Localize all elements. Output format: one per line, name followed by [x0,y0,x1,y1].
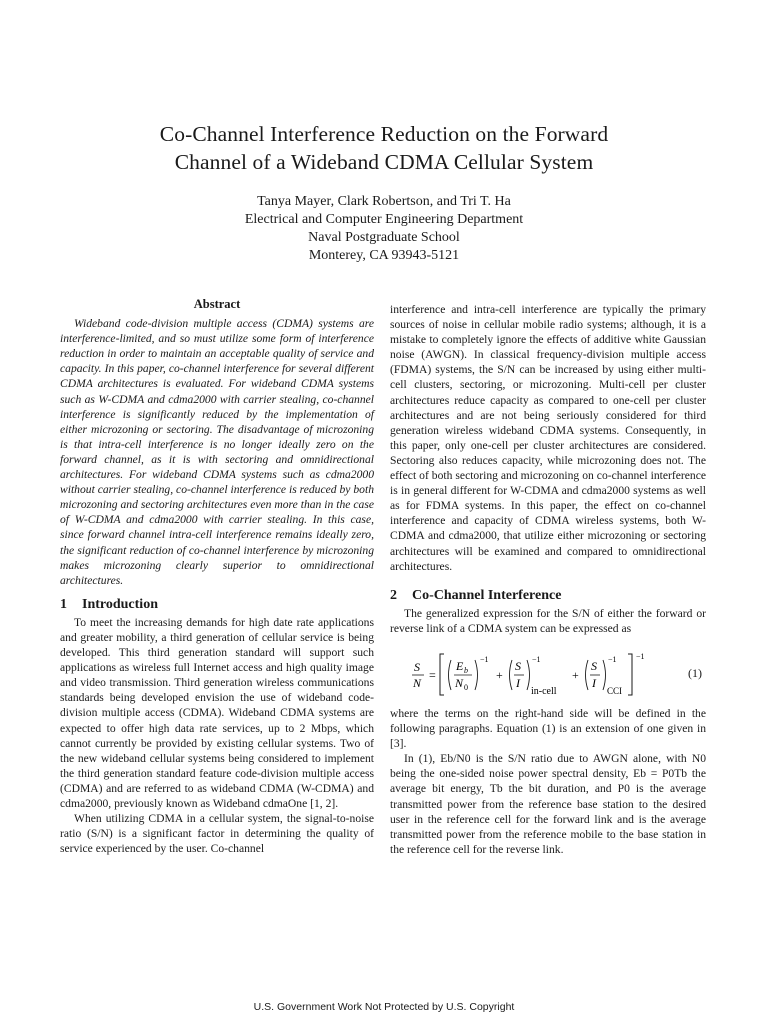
author-block [0,193,768,265]
eq-t1-den: N [455,675,464,690]
eq-left-bracket [440,654,444,695]
section-title: Co-Channel Interference [412,587,562,603]
eq-t1-num: E [456,658,464,673]
eq-equals: = [429,667,436,682]
equation-number: (1) [688,665,702,680]
eq-t2-num: S [515,658,521,673]
cochannel-heading [390,588,706,603]
equation-1 [390,650,706,700]
author-names: Tanya Mayer, Clark Robertson, and Tri T. Ha [257,194,511,209]
eq-paren [586,660,589,690]
cochannel-paragraph-2: In (1), Eb/N0 is the S/N ratio due to AWGN alone, with N0 being the one-sided noise power spectral density, Eb = P0Tb the average bit energy, Tb the bit duration, and P0 is the average transmitted power from the reference base station to the desired user in the reference cell for the forward link and is the average transmitted power from the reference mobile to the base station in the reference cell for the reverse link. [390,752,706,856]
eq-paren [510,660,513,690]
eq-exponent: −1 [608,654,617,664]
affiliation-line-2: Naval Postgraduate School [308,230,460,245]
eq-paren [603,660,606,690]
affiliation-line-3: Monterey, CA 93943-5121 [308,248,460,263]
section-title: Introduction [82,596,158,612]
eq-exponent: −1 [636,651,645,661]
eq-right-bracket [628,654,632,695]
eq-t3-num: S [591,658,597,673]
abstract-heading: Abstract [193,297,241,311]
eq-plus: + [572,667,579,682]
eq-t2-den: I [516,675,520,690]
eq-t1-den-sub: 0 [464,682,468,692]
cochannel-intro-paragraph: The generalized expression for the S/N of either the forward or reverse link of a CDMA system can be expressed as [390,606,706,635]
eq-t3-den: I [592,675,596,690]
introduction-heading [60,597,374,612]
eq-t2-sub: in-cell [531,685,557,697]
eq-t3-sub: CCI [607,685,623,696]
eq-lhs-numerator: S [414,659,420,674]
eq-paren [527,660,530,690]
eq-t1-num-sub: b [464,665,468,675]
eq-paren [449,660,452,690]
left-column [60,297,374,856]
intro-paragraph-2: When utilizing CDMA in a cellular system, the signal-to-noise ratio (S/N) is a significant factor in determining the quality of service experienced by the user. Co-channel [60,812,374,856]
copyright-footer: U.S. Government Work Not Protected by U.S. Copyright [253,1001,515,1013]
section-number: 1 [60,596,67,612]
intro-paragraph-1: To meet the increasing demands for high date rate applications and greater mobility, a third generation of cellular service is being developed. This third generation standard will support such applications as wireless full Internet access and high quality image and video transmission. Third generation wireless communications standards being developed envision the use of wideband code-division multiple access (CDMA). Wideband CDMA systems are expected to offer high data rate services, up to 2 Mbps, which cannot currently be provided by existing cellular systems. Two of the new wideband cellular systems being considered to implement the third generation standard feature code-division multiple access (CDMA) and are referred to as wideband CDMA (W-CDMA) and cdma2000, previously known as Wideband cdmaOne [1, 2]. [60,615,374,810]
affiliation-line-1: Electrical and Computer Engineering Department [244,212,524,227]
eq-paren [475,660,478,690]
section-number: 2 [390,587,397,603]
title-line-2: Channel of a Wideband CDMA Cellular System [174,150,594,174]
eq-plus: + [496,667,503,682]
title-line-1: Co-Channel Interference Reduction on the Forward [159,122,609,146]
after-equation-paragraph: where the terms on the right-hand side will be defined in the following paragraphs. Equation (1) is an extension of one given in [3]. [390,706,706,751]
right-column [390,302,706,857]
eq-exponent: −1 [480,654,489,664]
eq-lhs-denominator: N [413,675,422,690]
equation-svg [410,650,680,700]
eq-exponent: −1 [532,654,541,664]
right-continuation-paragraph: interference and intra-cell interference are typically the primary sources of noise in cellular mobile radio systems; although, it is a mistake to completely ignore the effects of additive white Gaussian noise (AWGN). In classical frequency-division multiple access (FDMA) systems, the S/N can be increased by using either multi-cell clusters, sectoring, or microzoning. Multi-cell per cluster architectures reduce capacity as compared to one-cell per cluster architectures and are not being seriously considered for third generation wireless wideband CDMA systems. Consequently, in this paper, only one-cell per cluster architectures are considered. Sectoring also reduces capacity, while microzoning does not. The effect of both sectoring and microzoning on co-channel interference is in general different for W-CDMA and cdma2000 systems as well as for FDMA systems. In this paper, the effect on co-channel interference and capacity of CDMA wireless systems, both W-CDMA and cdma2000, that utilize either microzoning or sectoring architectures will be examined and compared to omnidirectional architectures. [390,303,706,573]
paper-title [0,120,768,176]
abstract-text: Wideband code-division multiple access (CDMA) systems are interference-limited, and so must utilize some form of interference reduction in order to maintain an acceptable quality of service and capacity. In this paper, co-channel interference for several different CDMA architectures is evaluated. For wideband CDMA systems such as W-CDMA and cdma2000 with carrier stealing, co-channel interference is significantly reduced by the implementation of either microzoning or sectoring. The disadvantage of microzoning is that intra-cell interference is no longer ideally zero on the forward channel, as it is with sectoring and omnidirectional architectures. For wideband CDMA systems such as cdma2000 without carrier stealing, co-channel interference is reduced by both microzoning and sectoring architectures even more than in the case of W-CDMA and cdma2000 with carrier stealing. In this case, since forward channel intra-cell interference remains ideally zero, the significant reduction of co-channel interference by microzoning makes microzoning clearly superior to omnidirectional architectures. [60,317,374,587]
